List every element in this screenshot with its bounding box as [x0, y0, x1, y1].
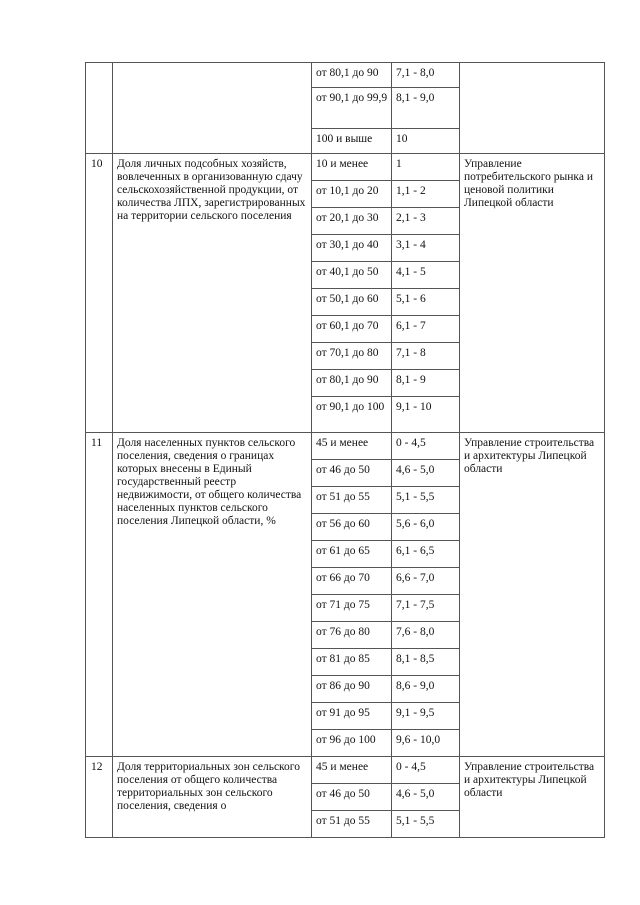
score-value: 6,1 - 7	[392, 316, 460, 343]
score-value: 5,1 - 5,5	[392, 811, 460, 838]
value-range: от 60,1 до 70	[312, 316, 392, 343]
score-value: 9,1 - 10	[392, 397, 460, 433]
value-range: от 20,1 до 30	[312, 208, 392, 235]
value-range: от 61 до 65	[312, 541, 392, 568]
responsible-agency: Управление строительства и архитектуры Липецкой области	[460, 757, 605, 838]
responsible-agency: Управление потребительского рынка и ценовой политики Липецкой области	[460, 154, 605, 433]
table-row	[86, 154, 605, 181]
score-value: 1	[392, 154, 460, 181]
table-row	[86, 63, 605, 88]
score-value: 4,6 - 5,0	[392, 784, 460, 811]
value-range: от 56 до 60	[312, 514, 392, 541]
responsible-agency: Управление строительства и архитектуры Липецкой области	[460, 433, 605, 757]
value-range: от 66 до 70	[312, 568, 392, 595]
table-row	[86, 757, 605, 784]
score-value: 2,1 - 3	[392, 208, 460, 235]
value-range: от 91 до 95	[312, 703, 392, 730]
score-value: 6,6 - 7,0	[392, 568, 460, 595]
value-range: от 90,1 до 99,9	[312, 88, 392, 129]
score-value: 7,6 - 8,0	[392, 622, 460, 649]
value-range: от 71 до 75	[312, 595, 392, 622]
score-value: 5,6 - 6,0	[392, 514, 460, 541]
score-value: 7,1 - 7,5	[392, 595, 460, 622]
responsible-agency	[460, 63, 605, 154]
score-value: 10	[392, 129, 460, 154]
score-value: 1,1 - 2	[392, 181, 460, 208]
score-value: 5,1 - 5,5	[392, 487, 460, 514]
score-value: 8,1 - 8,5	[392, 649, 460, 676]
score-value: 7,1 - 8	[392, 343, 460, 370]
value-range: от 51 до 55	[312, 811, 392, 838]
score-value: 9,1 - 9,5	[392, 703, 460, 730]
value-range: 45 и менее	[312, 757, 392, 784]
value-range: от 50,1 до 60	[312, 289, 392, 316]
value-range: 45 и менее	[312, 433, 392, 460]
score-value: 4,6 - 5,0	[392, 460, 460, 487]
value-range: от 80,1 до 90	[312, 370, 392, 397]
value-range: от 90,1 до 100	[312, 397, 392, 433]
value-range: от 30,1 до 40	[312, 235, 392, 262]
score-value: 0 - 4,5	[392, 757, 460, 784]
row-number: 12	[86, 757, 113, 838]
score-value: 0 - 4,5	[392, 433, 460, 460]
score-value: 3,1 - 4	[392, 235, 460, 262]
indicator-name	[113, 63, 312, 154]
indicator-name: Доля личных подсобных хозяйств, вовлеченных в организованную сдачу сельскохозяйственной продукции, от количества ЛПХ, зарегистрированных на территории сельского поселения	[113, 154, 312, 433]
row-number	[86, 63, 113, 154]
indicator-table	[85, 62, 605, 838]
value-range: 10 и менее	[312, 154, 392, 181]
value-range: от 96 до 100	[312, 730, 392, 757]
value-range: от 76 до 80	[312, 622, 392, 649]
score-value: 6,1 - 6,5	[392, 541, 460, 568]
score-value: 7,1 - 8,0	[392, 63, 460, 88]
value-range: от 40,1 до 50	[312, 262, 392, 289]
value-range: от 46 до 50	[312, 784, 392, 811]
indicator-name: Доля населенных пунктов сельского поселения, сведения о границах которых внесены в Единый государственный реестр недвижимости, от общего количества населенных пунктов сельского поселения Липецкой области, %	[113, 433, 312, 757]
value-range: от 70,1 до 80	[312, 343, 392, 370]
score-value: 8,1 - 9,0	[392, 88, 460, 129]
score-value: 8,1 - 9	[392, 370, 460, 397]
score-value: 9,6 - 10,0	[392, 730, 460, 757]
score-value: 4,1 - 5	[392, 262, 460, 289]
score-value: 5,1 - 6	[392, 289, 460, 316]
value-range: от 81 до 85	[312, 649, 392, 676]
value-range: 100 и выше	[312, 129, 392, 154]
score-value: 8,6 - 9,0	[392, 676, 460, 703]
indicator-name: Доля территориальных зон сельского поселения от общего количества территориальных зон сельского поселения, сведения о	[113, 757, 312, 838]
table-row	[86, 433, 605, 460]
value-range: от 51 до 55	[312, 487, 392, 514]
value-range: от 10,1 до 20	[312, 181, 392, 208]
value-range: от 80,1 до 90	[312, 63, 392, 88]
row-number: 10	[86, 154, 113, 433]
row-number: 11	[86, 433, 113, 757]
value-range: от 46 до 50	[312, 460, 392, 487]
value-range: от 86 до 90	[312, 676, 392, 703]
table-body	[86, 63, 605, 838]
